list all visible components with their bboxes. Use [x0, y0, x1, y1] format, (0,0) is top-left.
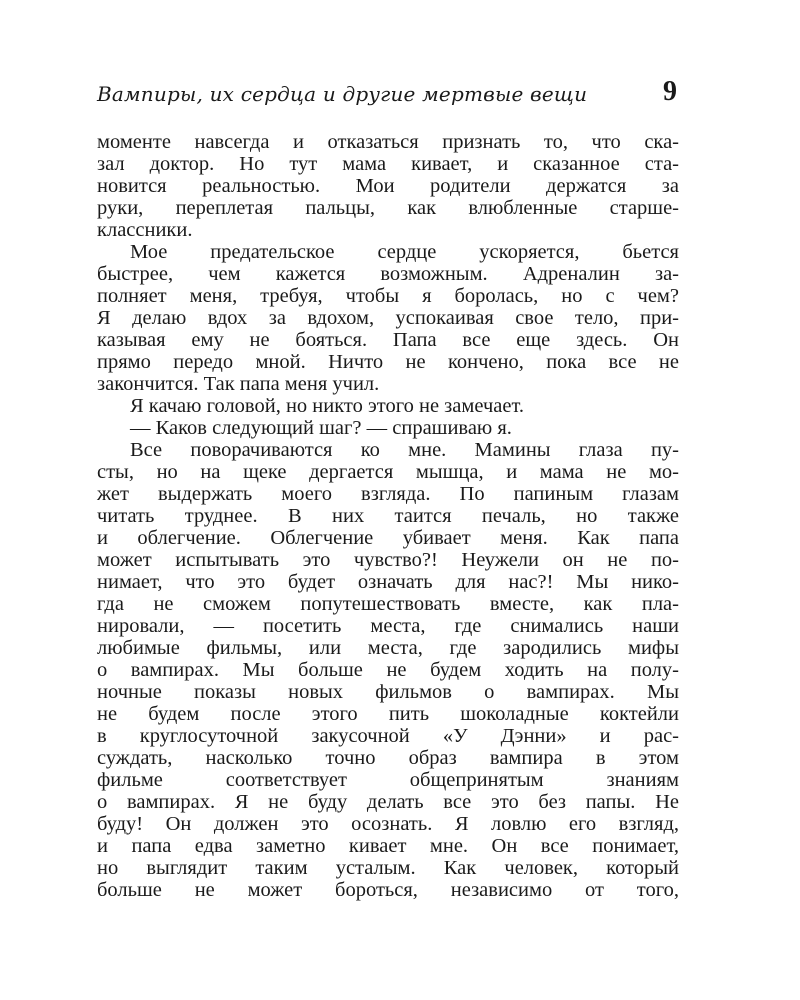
- text-line: сты, но на щеке дергается мышца, и мама не мо-: [97, 461, 679, 483]
- text-line: казывая ему не бояться. Папа все еще здесь. Он: [97, 329, 679, 351]
- text-line: нимает, что это будет означать для нас?! Мы нико-: [97, 571, 679, 593]
- text-line: прямо передо мной. Ничто не кончено, пока все не: [97, 351, 679, 373]
- text-line: полняет меня, требуя, чтобы я боролась, но с чем?: [97, 285, 679, 307]
- text-line: Все поворачиваются ко мне. Мамины глаза пу-: [130, 439, 679, 461]
- text-line: моменте навсегда и отказаться признать то, что ска-: [97, 131, 679, 153]
- text-line: читать труднее. В них таится печаль, но также: [97, 505, 679, 527]
- text-line: Я качаю головой, но никто этого не замечает.: [130, 395, 524, 417]
- text-line: Я делаю вдох за вдохом, успокаивая свое тело, при-: [97, 307, 679, 329]
- text-line: больше не может бороться, независимо от того,: [97, 879, 679, 901]
- text-line: не будем после этого пить шоколадные коктейли: [97, 703, 679, 725]
- text-line: суждать, насколько точно образ вампира в этом: [97, 747, 679, 769]
- text-line: ночные показы новых фильмов о вампирах. Мы: [97, 681, 679, 703]
- text-line: классники.: [97, 219, 193, 241]
- text-line: — Каков следующий шаг? — спрашиваю я.: [130, 417, 512, 439]
- text-line: и облегчение. Облегчение убивает меня. Как папа: [97, 527, 679, 549]
- text-line: нировали, — посетить места, где снимались наши: [97, 615, 679, 637]
- text-line: закончится. Так папа меня учил.: [97, 373, 380, 395]
- text-line: о вампирах. Мы больше не будем ходить на полу-: [97, 659, 679, 681]
- text-line: о вампирах. Я не буду делать все это без папы. Не: [97, 791, 679, 813]
- text-line: гда не сможем попутешествовать вместе, как пла-: [97, 593, 679, 615]
- running-head: [97, 72, 677, 112]
- text-line: фильме соответствует общепринятым знаниям: [97, 769, 679, 791]
- page-number: 9: [663, 76, 677, 107]
- text-line: руки, переплетая пальцы, как влюбленные старше-: [97, 197, 679, 219]
- text-line: зал доктор. Но тут мама кивает, и сказанное ста-: [97, 153, 679, 175]
- text-line: Мое предательское сердце ускоряется, бьется: [130, 241, 679, 263]
- text-line: но выглядит таким усталым. Как человек, который: [97, 857, 679, 879]
- text-line: и папа едва заметно кивает мне. Он все понимает,: [97, 835, 679, 857]
- text-line: жет выдержать моего взгляда. По папиным глазам: [97, 483, 679, 505]
- text-line: быстрее, чем кажется возможным. Адреналин за-: [97, 263, 679, 285]
- text-line: буду! Он должен это осознать. Я ловлю его взгляд,: [97, 813, 679, 835]
- text-line: в круглосуточной закусочной «У Дэнни» и рас-: [97, 725, 679, 747]
- body-text: [97, 131, 679, 901]
- text-line: новится реальностью. Мои родители держатся за: [97, 175, 679, 197]
- text-line: любимые фильмы, или места, где зародились мифы: [97, 637, 679, 659]
- running-title: Вампиры, их сердца и другие мертвые вещи: [97, 82, 588, 106]
- text-line: может испытывать это чувство?! Неужели он не по-: [97, 549, 679, 571]
